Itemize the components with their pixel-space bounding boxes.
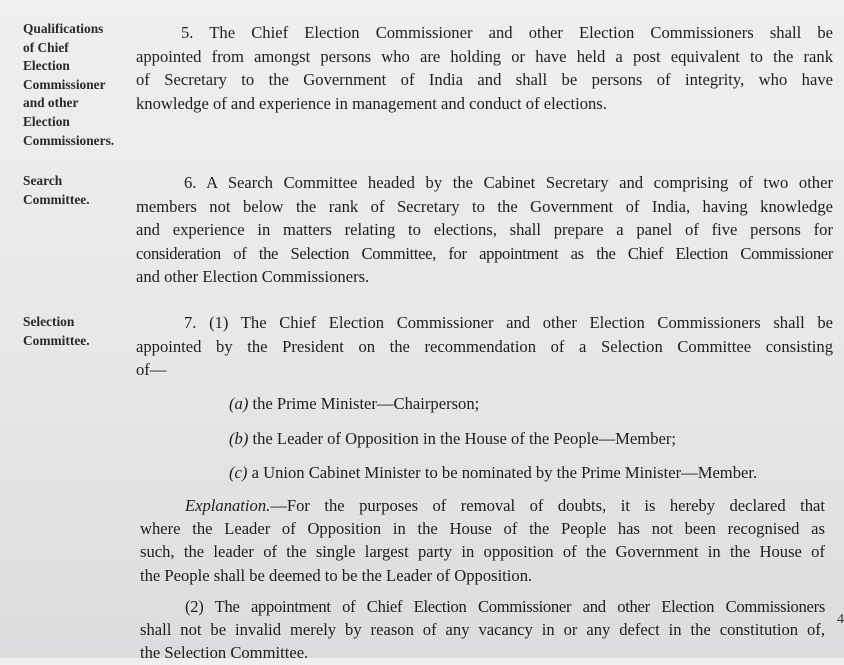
page-number: 4	[837, 612, 844, 627]
paragraph-line: of—	[136, 360, 167, 380]
margin-note-line: Selection	[23, 314, 75, 329]
margin-note-line: Committee.	[23, 332, 90, 348]
explanation-label: Explanation.	[185, 496, 271, 515]
explanation-paragraph	[140, 494, 825, 587]
clause-marker: (c)	[229, 463, 248, 482]
margin-note-line: of Chief	[23, 39, 69, 55]
margin-note-line: Qualifications	[23, 21, 104, 36]
margin-note-line: and other	[23, 95, 79, 111]
paragraph-line: 5. The Chief Election Commissioner and other Election Commissioners shall be	[181, 23, 833, 42]
paragraph-line: such, the leader of the single largest party in opposition of the Government in the House of	[140, 542, 825, 562]
paragraph-line: of Secretary to the Government of India and shall be persons of integrity, who have	[136, 70, 833, 90]
paragraph-line: and other Election Commissioners.	[136, 267, 370, 287]
section-5-paragraph	[136, 21, 833, 115]
margin-note-search-committee	[23, 172, 135, 209]
margin-note-line: Election	[23, 58, 70, 74]
margin-note-selection-committee	[23, 313, 135, 350]
paragraph-line: consideration of the Selection Committee, for appointment as the Chief Election Commissioner	[136, 243, 833, 263]
clause-item-b	[229, 427, 676, 451]
clause-item-a	[229, 392, 479, 416]
paragraph-line	[140, 494, 825, 517]
paragraph-line: and experience in matters relating to elections, shall prepare a panel of five persons for	[136, 220, 833, 240]
paragraph-line: the Selection Committee.	[140, 643, 309, 663]
paragraph-line: knowledge of and experience in management and conduct of elections.	[136, 93, 607, 113]
clause-text: a Union Cabinet Minister to be nominated by the Prime Minister—Member.	[247, 463, 758, 482]
paragraph-line: where the Leader of Opposition in the House of the People has not been recognised as	[140, 519, 825, 539]
paragraph-line: members not below the rank of Secretary to the Government of India, having knowledge	[136, 196, 833, 216]
paragraph-line: appointed from amongst persons who are holding or have held a post equivalent to the rank	[136, 46, 833, 66]
paragraph-line: shall not be invalid merely by reason of any vacancy in or any defect in the constitution of,	[140, 620, 825, 640]
clause-marker: (a)	[229, 394, 249, 413]
paragraph-line: (2) The appointment of Chief Election Commissioner and other Election Commissioners	[185, 597, 825, 616]
paragraph-line: 6. A Search Committee headed by the Cabinet Secretary and comprising of two other	[184, 173, 833, 192]
subsection-2-paragraph	[140, 595, 825, 665]
paragraph-line: the People shall be deemed to be the Leader of Opposition.	[140, 565, 533, 585]
paragraph-line: 7. (1) The Chief Election Commissioner and other Election Commissioners shall be	[184, 313, 833, 332]
margin-note-line: Committee.	[23, 191, 90, 207]
paragraph-line: appointed by the President on the recommendation of a Selection Committee consisting	[136, 336, 833, 356]
margin-note-line: Commissioners.	[23, 132, 115, 148]
margin-note-qualifications	[23, 20, 135, 150]
margin-note-line: Search	[23, 173, 63, 188]
margin-note-line: Election	[23, 113, 70, 129]
clause-text: the Leader of Opposition in the House of the People—Member;	[248, 429, 677, 448]
clause-marker: (b)	[229, 429, 249, 448]
section-7-paragraph	[136, 311, 833, 382]
clause-text: the Prime Minister—Chairperson;	[248, 394, 480, 413]
margin-note-line: Commissioner	[23, 76, 106, 92]
clause-item-c	[229, 461, 757, 485]
section-6-paragraph	[136, 171, 833, 289]
explanation-text: —For the purposes of removal of doubts, it is hereby declared that	[270, 496, 825, 515]
